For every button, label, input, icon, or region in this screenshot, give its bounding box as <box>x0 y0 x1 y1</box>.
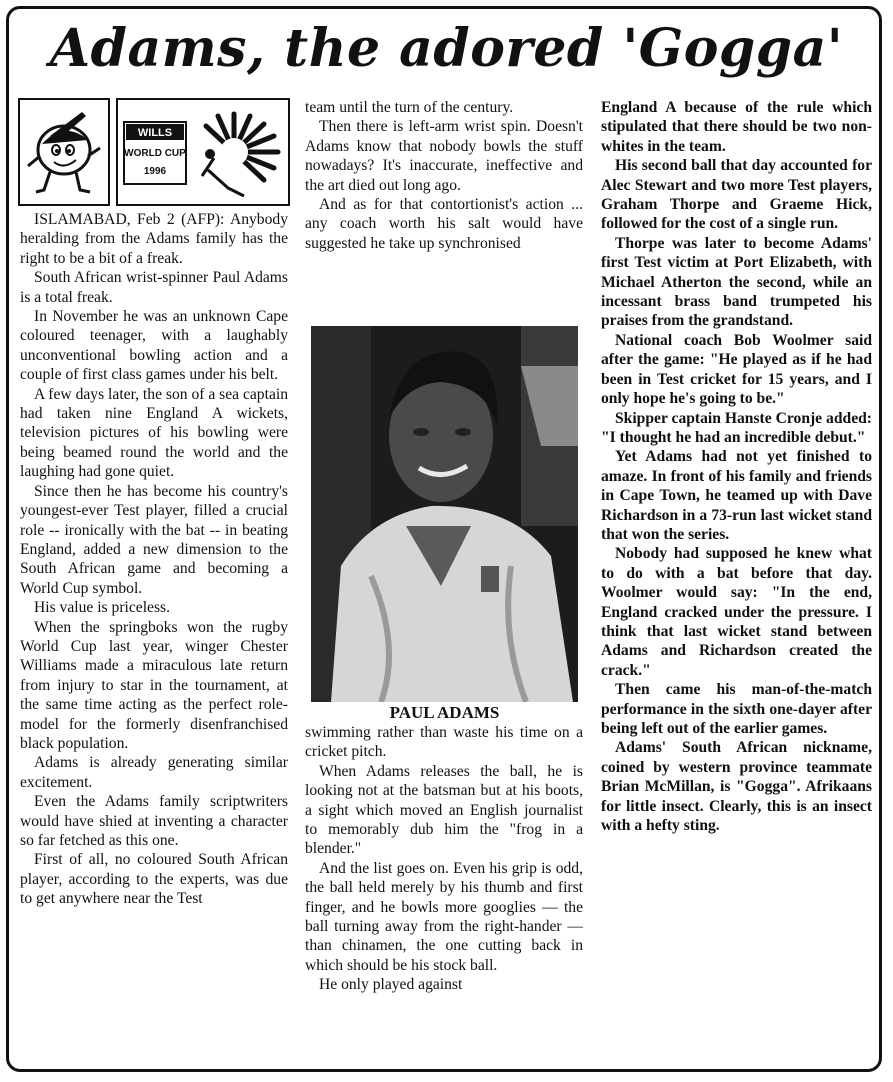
world-cup-emblem-icon <box>118 100 288 204</box>
portrait-image <box>311 326 578 702</box>
paragraph: Yet Adams had not yet finished to amaze. In front of his family and friends in Cape Town, he teamed up with Dave Richardson in a 73-run last wicket stand that won the series. <box>601 448 872 543</box>
paragraph: England A because of the rule which stipulated that there should be two non-whites in the team. <box>601 99 872 155</box>
paragraph: First of all, no coloured South African player, according to the experts, was due to get anywhere near the Test <box>20 851 288 908</box>
paragraph: Nobody had supposed he knew what to do with a bat before that day. Woolmer would say: "In the end, England cracked under the pressure. I think that last wicket stand between Adams and Richardson created the crack." <box>601 545 872 679</box>
paragraph: He only played against <box>319 976 463 994</box>
column-1 <box>20 210 288 909</box>
paragraph: And the list goes on. Even his grip is odd, the ball held merely by his thumb and first finger, and he bowls more googlies — the ball turning away from the right-hander — than chinamen, the one cutting back in which should be his stock ball. <box>305 859 583 974</box>
paragraph: Skipper captain Hanste Cronje added: "I thought he had an incredible debut." <box>601 409 872 446</box>
column-2-bottom <box>305 723 583 995</box>
column-3 <box>601 98 872 835</box>
paragraph: His value is priceless. <box>34 599 170 617</box>
paragraph: Then came his man-of-the-match performance in the sixth one-dayer after being left out of the earlier games. <box>601 681 872 737</box>
paragraph: Then there is left-arm wrist spin. Doesn't Adams know that nobody bowls the stuff nowadays? It's inaccurate, ineffective and the art died out long ago. <box>305 118 583 194</box>
paragraph: Adams' South African nickname, coined by western province teammate Brian McMillan, is "Gogga". Afrikaans for little insect. Clearly, this is an insect with a hefty sting. <box>601 739 872 835</box>
mascot-logo <box>18 98 110 206</box>
paragraph: team until the turn of the century. <box>305 99 514 116</box>
paragraph: In November he was an unknown Cape coloured teenager, with a laughably unconventional bowling action and a couple of first class games under his belt. <box>20 308 288 384</box>
paragraph: South African wrist-spinner Paul Adams is a total freak. <box>20 269 288 306</box>
logo-line-1: WILLS <box>137 127 173 139</box>
logo-line-2: WORLD CUP <box>124 148 186 159</box>
photo-caption: PAUL ADAMS <box>389 703 500 722</box>
paragraph: A few days later, the son of a sea captain had taken nine England A wickets, television pictures of his bowling were being beamed round the world and the laughing had gone quiet. <box>20 385 288 481</box>
paragraph: His second ball that day accounted for Alec Stewart and two more Test players, Graham Thorpe and Graeme Hick, followed for the cost of a single run. <box>601 157 872 233</box>
world-cup-logo <box>116 98 290 206</box>
paragraph: When the springboks won the rugby World Cup last year, winger Chester Williams made a miraculous late return from injury to star in the tournament, at the same time acting as the perfect role-model for the formerly disenfranchised black population. <box>20 618 288 752</box>
paragraph: When Adams releases the ball, he is looking not at the batsman but at his boots, a sight which moved an English journalist to memorably dub him the "frog in a blender." <box>305 762 583 858</box>
cricket-ball-mascot-icon <box>20 100 108 204</box>
paragraph: ISLAMABAD, Feb 2 (AFP): Anybody heralding from the Adams family has the right to be a bit of a freak. <box>20 211 288 267</box>
paragraph: Thorpe was later to become Adams' first Test victim at Port Elizabeth, with Michael Atherton the second, while an incessant brass band trumpeted his praises from the grandstand. <box>601 234 872 330</box>
logo-line-3: 1996 <box>143 166 167 177</box>
paragraph: Even the Adams family scriptwriters would have shied at inventing a character so far fetched as this one. <box>20 793 288 849</box>
player-photo <box>311 326 578 702</box>
paragraph: And as for that contortionist's action ... any coach worth his salt would have suggested he take up synchronised <box>305 196 583 252</box>
headline: Adams, the adored 'Gogga' <box>49 18 844 79</box>
paragraph: Adams is already generating similar excitement. <box>20 754 288 791</box>
paragraph: Since then he has become his country's youngest-ever Test player, filled a crucial role -- ironically with the bat -- in beating England, added a new dimension to the South African game and becoming a World Cup symbol. <box>20 482 288 597</box>
column-2-top <box>305 98 583 253</box>
paragraph: National coach Bob Woolmer said after the game: "He played as if he had been in Test cricket for 15 years, and I only hope he's going to be." <box>601 331 872 408</box>
paragraph: swimming rather than waste his time on a cricket pitch. <box>305 724 583 761</box>
